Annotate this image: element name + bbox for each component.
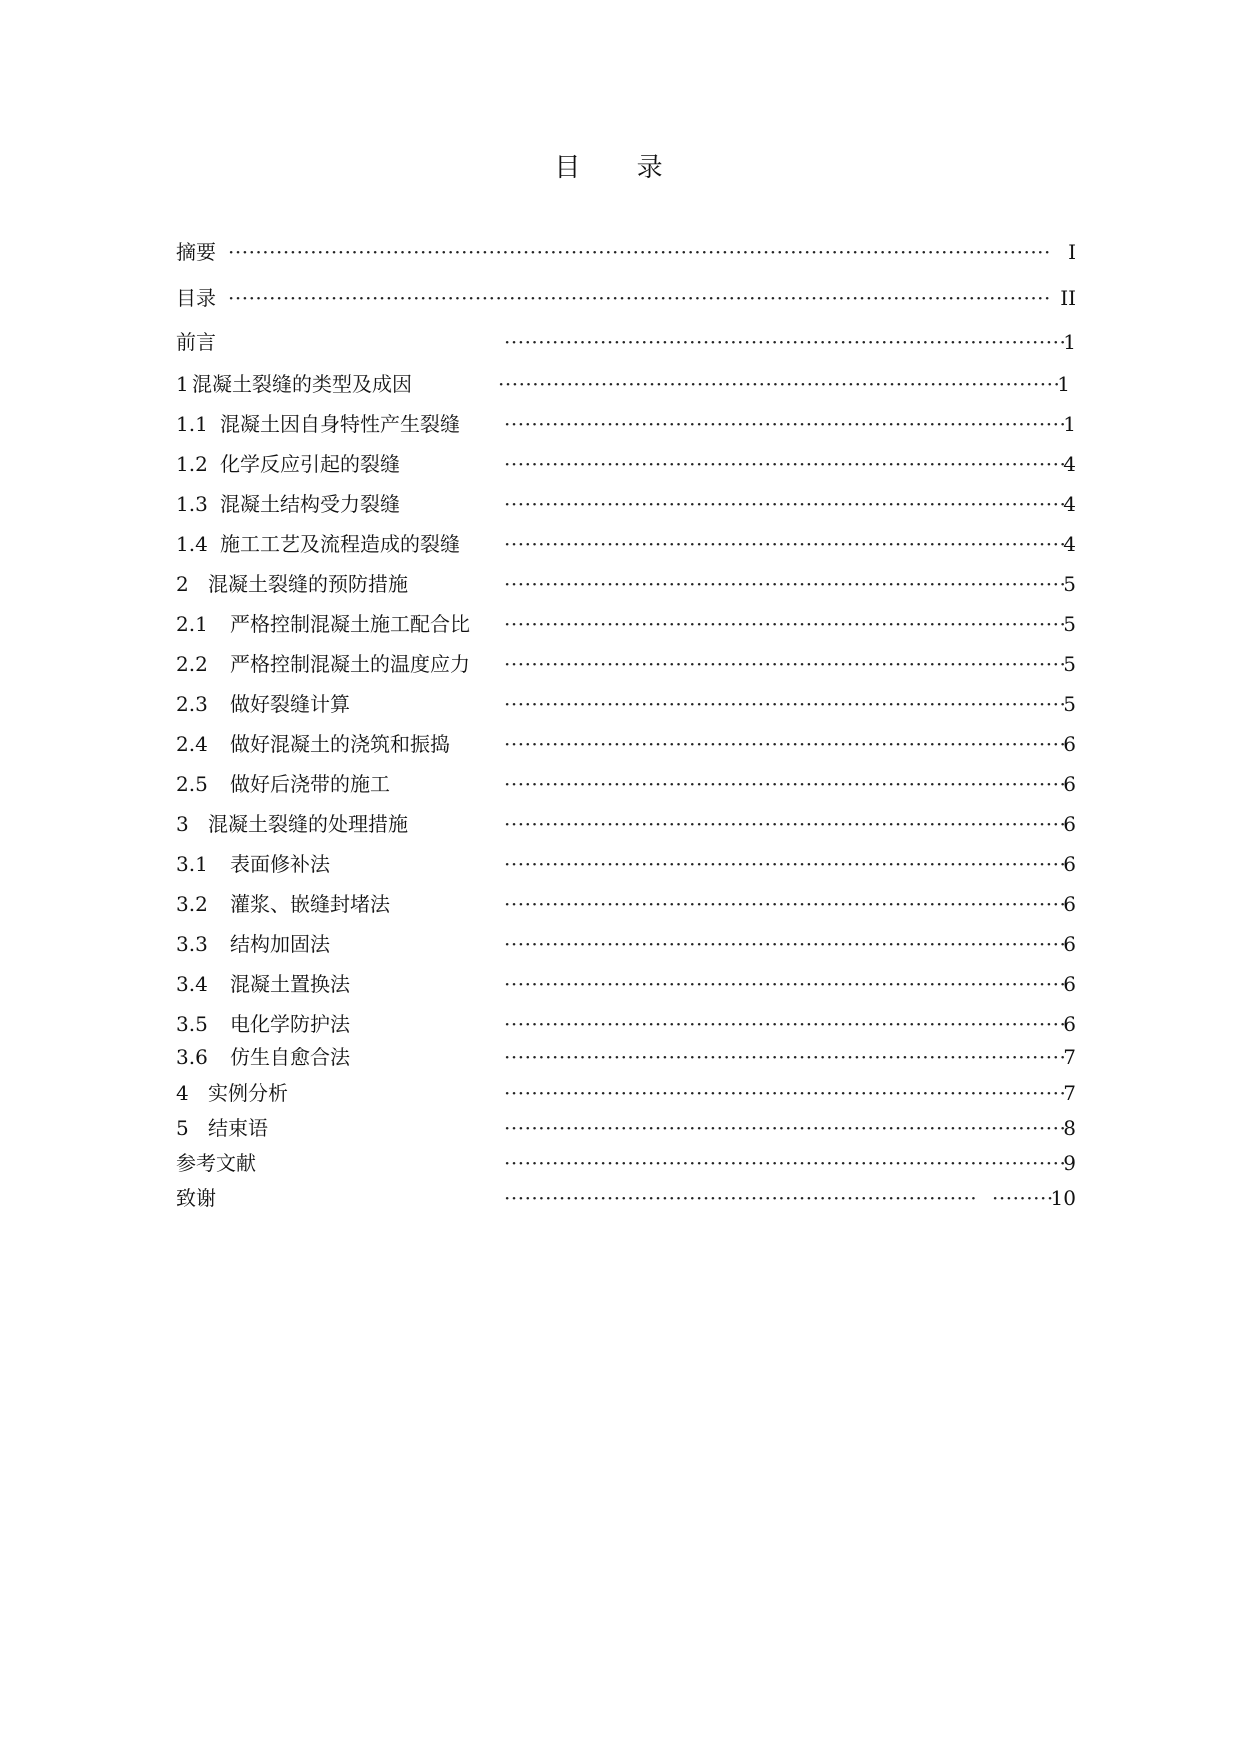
- toc-entry-page: 6: [1063, 812, 1076, 836]
- toc-title: 目 录: [554, 153, 687, 183]
- toc-entry-page: 7: [1063, 1045, 1076, 1069]
- dot-leader: [992, 1183, 1052, 1213]
- dot-leader: [504, 1183, 976, 1213]
- dot-leader: [504, 729, 1064, 759]
- toc-entry-1-1[interactable]: [176, 409, 1076, 439]
- toc-entry-page: 6: [1063, 852, 1076, 876]
- toc-entry-3[interactable]: [176, 809, 1076, 839]
- toc-entry-preface[interactable]: [176, 327, 1076, 357]
- toc-entry-acknowledgement[interactable]: [176, 1183, 1076, 1213]
- toc-entry-1-3[interactable]: [176, 489, 1076, 519]
- toc-entry-number: 2.3: [176, 692, 208, 716]
- dot-leader: [504, 1042, 1064, 1072]
- toc-entry-text: 严格控制混凝土的温度应力: [230, 652, 470, 676]
- toc-entry-2-5[interactable]: [176, 769, 1076, 799]
- toc-entry-1-4[interactable]: [176, 529, 1076, 559]
- dot-leader: [504, 1113, 1064, 1143]
- dot-leader: [504, 449, 1064, 479]
- toc-entry-number: 1.4: [176, 532, 208, 556]
- dot-leader: [498, 369, 1058, 399]
- dot-leader: [228, 283, 1052, 313]
- toc-entry-number: 3.3: [176, 932, 208, 956]
- toc-entry-text: 摘要: [176, 240, 216, 264]
- toc-entry-page: I: [1068, 240, 1076, 264]
- toc-entry-text: 混凝土结构受力裂缝: [220, 492, 400, 516]
- toc-entry-page: 7: [1063, 1081, 1076, 1105]
- dot-leader: [504, 1078, 1064, 1108]
- toc-entry-number: 3.2: [176, 892, 208, 916]
- dot-leader: [504, 529, 1064, 559]
- toc-entry-number: 2.2: [176, 652, 208, 676]
- toc-entry-3-4[interactable]: [176, 969, 1076, 999]
- toc-entry-page: 1: [1063, 330, 1076, 354]
- dot-leader: [504, 489, 1064, 519]
- toc-entry-text: 仿生自愈合法: [230, 1045, 350, 1069]
- toc-entry-number: 2.1: [176, 612, 208, 636]
- toc-entry-page: 4: [1063, 452, 1076, 476]
- toc-entry-2-4[interactable]: [176, 729, 1076, 759]
- toc-entry-page: 4: [1063, 492, 1076, 516]
- dot-leader: [504, 409, 1064, 439]
- toc-entry-2-3[interactable]: [176, 689, 1076, 719]
- dot-leader: [504, 609, 1064, 639]
- toc-entry-2-1[interactable]: [176, 609, 1076, 639]
- toc-entry-references[interactable]: [176, 1148, 1076, 1178]
- toc-entry-text: 目录: [176, 286, 216, 310]
- toc-entry-text: 做好裂缝计算: [230, 692, 350, 716]
- toc-entry-text: 电化学防护法: [230, 1012, 350, 1036]
- toc-entry-page: II: [1060, 286, 1076, 310]
- dot-leader: [504, 809, 1064, 839]
- toc-entry-number: 1.1: [176, 412, 208, 436]
- dot-leader: [504, 649, 1064, 679]
- toc-entry-page: 5: [1063, 692, 1076, 716]
- dot-leader: [504, 1148, 1064, 1178]
- toc-entry-2-2[interactable]: [176, 649, 1076, 679]
- toc-entry-text: 施工工艺及流程造成的裂缝: [220, 532, 460, 556]
- toc-entry-text: 灌浆、嵌缝封堵法: [230, 892, 390, 916]
- toc-entry-text: 前言: [176, 330, 216, 354]
- toc-entry-abstract[interactable]: [176, 237, 1076, 267]
- toc-entry-text: 严格控制混凝土施工配合比: [230, 612, 470, 636]
- toc-entry-1[interactable]: [176, 369, 1076, 399]
- toc-entry-page: 5: [1063, 652, 1076, 676]
- toc-entry-page: 9: [1063, 1151, 1076, 1175]
- toc-entry-number: 1: [176, 372, 189, 396]
- dot-leader: [504, 849, 1064, 879]
- toc-entry-number: 2: [176, 572, 189, 596]
- toc-entry-number: 1.3: [176, 492, 208, 516]
- toc-entry-3-1[interactable]: [176, 849, 1076, 879]
- dot-leader: [504, 969, 1064, 999]
- toc-entry-page: 6: [1063, 892, 1076, 916]
- toc-entry-page: 6: [1063, 972, 1076, 996]
- toc-entry-text: 结束语: [208, 1116, 268, 1140]
- dot-leader: [504, 929, 1064, 959]
- toc-entry-page: 10: [1050, 1186, 1076, 1210]
- toc-entry-number: 1.2: [176, 452, 208, 476]
- toc-entry-text: 表面修补法: [230, 852, 330, 876]
- toc-entry-number: 3.6: [176, 1045, 208, 1069]
- toc-entry-text: 结构加固法: [230, 932, 330, 956]
- toc-entry-contents[interactable]: [176, 283, 1076, 313]
- dot-leader: [504, 689, 1064, 719]
- toc-entry-page: 8: [1063, 1116, 1076, 1140]
- toc-entry-number: 5: [176, 1116, 189, 1140]
- toc-entry-3-6[interactable]: [176, 1042, 1076, 1072]
- toc-entry-number: 2.4: [176, 732, 208, 756]
- toc-entry-text: 混凝土置换法: [230, 972, 350, 996]
- toc-entry-page: 5: [1063, 612, 1076, 636]
- toc-entry-5[interactable]: [176, 1113, 1076, 1143]
- toc-entry-number: 3.5: [176, 1012, 208, 1036]
- toc-entry-text: 做好混凝土的浇筑和振捣: [230, 732, 450, 756]
- toc-entry-text: 参考文献: [176, 1151, 256, 1175]
- toc-entry-number: 3.1: [176, 852, 208, 876]
- dot-leader: [504, 327, 1064, 357]
- dot-leader: [504, 769, 1064, 799]
- toc-entry-1-2[interactable]: [176, 449, 1076, 479]
- toc-entry-page: 6: [1063, 932, 1076, 956]
- toc-entry-page: 6: [1063, 772, 1076, 796]
- toc-entry-page: 1: [1057, 372, 1070, 396]
- dot-leader: [228, 237, 1052, 267]
- toc-entry-2[interactable]: [176, 569, 1076, 599]
- toc-entry-text: 混凝土裂缝的处理措施: [208, 812, 408, 836]
- toc-entry-text: 化学反应引起的裂缝: [220, 452, 400, 476]
- toc-entry-page: 4: [1063, 532, 1076, 556]
- toc-entry-3-3[interactable]: [176, 929, 1076, 959]
- toc-entry-text: 混凝土裂缝的预防措施: [208, 572, 408, 596]
- toc-entry-text: 做好后浇带的施工: [230, 772, 390, 796]
- toc-entry-3-2[interactable]: [176, 889, 1076, 919]
- toc-entry-page: 1: [1063, 412, 1076, 436]
- toc-entry-3-5[interactable]: [176, 1009, 1076, 1039]
- toc-entry-number: 3.4: [176, 972, 208, 996]
- toc-entry-page: 6: [1063, 1012, 1076, 1036]
- toc-entry-text: 混凝土裂缝的类型及成因: [192, 372, 412, 396]
- toc-entry-page: 5: [1063, 572, 1076, 596]
- toc-entry-text: 实例分析: [208, 1081, 288, 1105]
- toc-entry-4[interactable]: [176, 1078, 1076, 1108]
- toc-entry-text: 致谢: [176, 1186, 216, 1210]
- toc-entry-number: 2.5: [176, 772, 208, 796]
- toc-entry-number: 4: [176, 1081, 189, 1105]
- dot-leader: [504, 569, 1064, 599]
- dot-leader: [504, 889, 1064, 919]
- toc-entry-number: 3: [176, 812, 189, 836]
- toc-entry-page: 6: [1063, 732, 1076, 756]
- toc-entry-text: 混凝土因自身特性产生裂缝: [220, 412, 460, 436]
- dot-leader: [504, 1009, 1064, 1039]
